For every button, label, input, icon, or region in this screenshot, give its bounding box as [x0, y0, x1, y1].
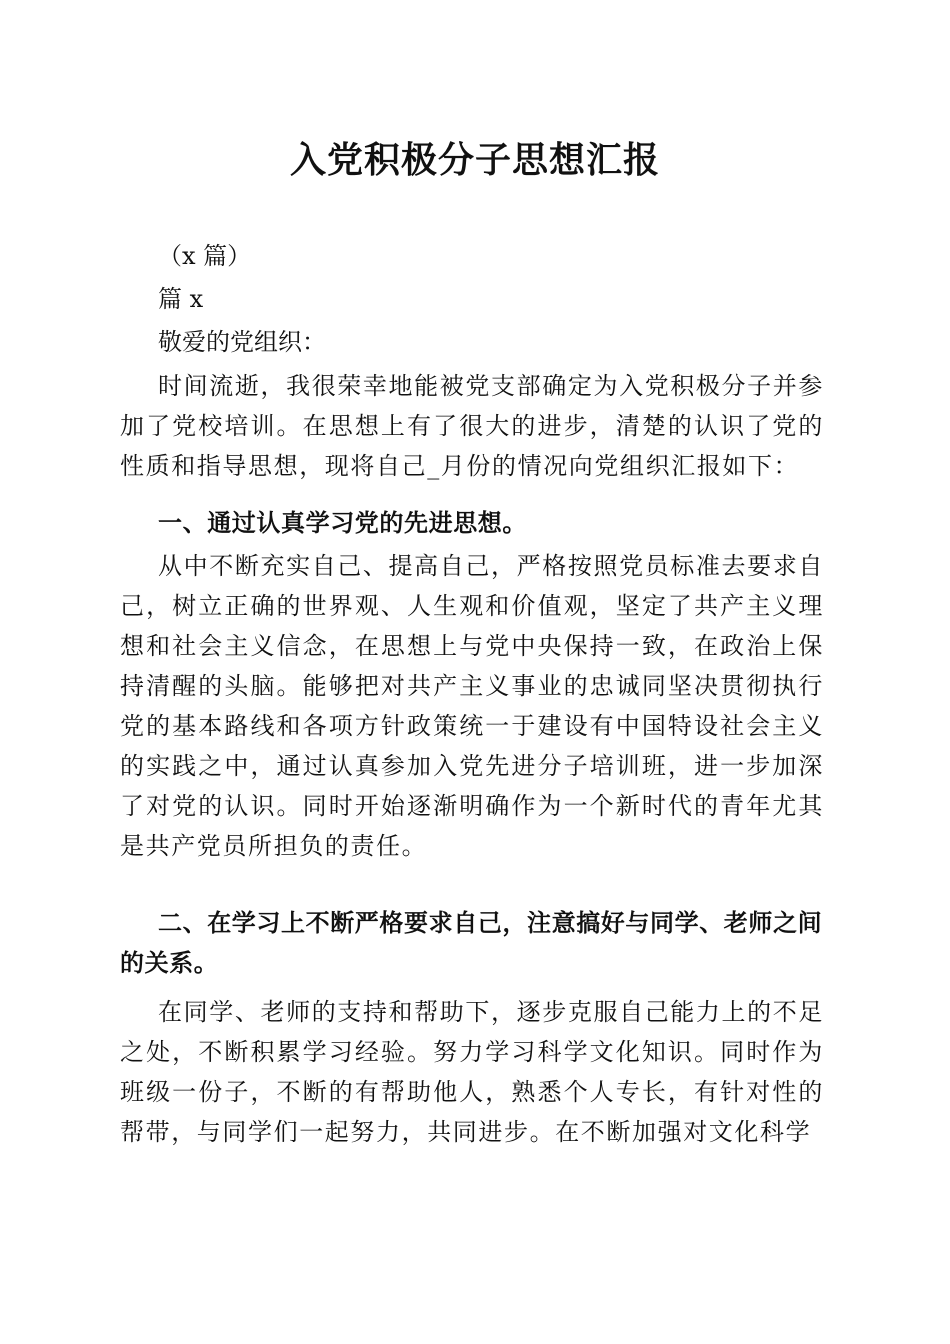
- paragraph-block-1: [120, 546, 824, 866]
- body-paragraph-2: 在同学、老师的支持和帮助下，逐步克服自己能力上的不足之处，不断积累学习经验。努力学习科学文化知识。同时作为班级一份子，不断的有帮助他人，熟悉个人专长，有针对性的帮带，与同学们一起努力，共同进步。在不断加强对文化科学: [120, 998, 824, 1146]
- heading-block-1: [120, 503, 824, 543]
- section-label: 篇 x: [158, 285, 204, 313]
- intro-block: [120, 366, 824, 486]
- salutation: 敬爱的党组织：: [158, 328, 326, 356]
- body-paragraph-1: 从中不断充实自己、提高自己，严格按照党员标准去要求自己，树立正确的世界观、人生观和价值观，坚定了共产主义理想和社会主义信念，在思想上与党中央保持一致，在政治上保持清醒的头脑。能够把对共产主义事业的忠诚同坚决贯彻执行党的基本路线和各项方针政策统一于建设有中国特设社会主义的实践之中，通过认真参加入党先进分子培训班，进一步加深了对党的认识。同时开始逐渐明确作为一个新时代的青年尤其是共产党员所担负的责任。: [120, 552, 824, 860]
- heading-block-2: [120, 903, 824, 983]
- document-title: 入党积极分子思想汇报: [289, 139, 660, 181]
- paragraph-block-2: [120, 992, 824, 1152]
- document-subtitle: （x 篇）: [158, 242, 252, 270]
- section-heading-1: 一、通过认真学习党的先进思想。: [158, 509, 527, 537]
- section-heading-2: 二、在学习上不断严格要求自己，注意搞好与同学、老师之间的关系。: [120, 909, 823, 977]
- intro-paragraph: 时间流逝，我很荣幸地能被党支部确定为入党积极分子并参加了党校培训。在思想上有了很大的进步，清楚的认识了党的性质和指导思想，现将自己_月份的情况向党组织汇报如下：: [120, 372, 824, 480]
